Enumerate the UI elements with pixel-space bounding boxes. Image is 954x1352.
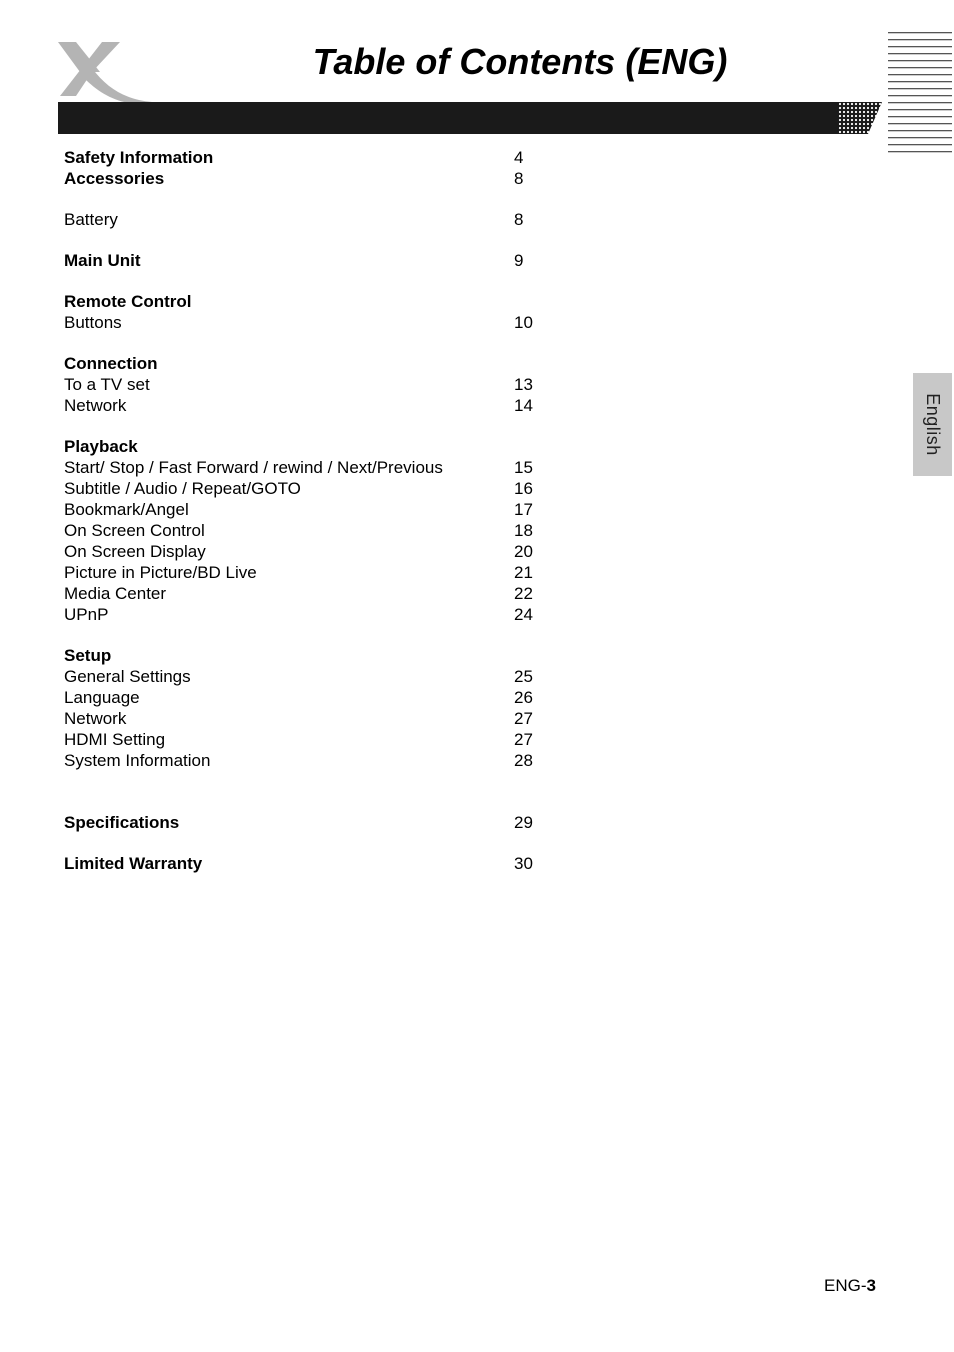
language-tab-label: English [923,393,944,456]
toc-entry-page: 10 [514,313,533,332]
page-title: Table of Contents (ENG) [312,41,728,82]
toc-entry-page: 21 [514,563,533,582]
toc-section-heading: Playback [64,437,138,456]
toc-entry-buttons[interactable] [64,312,564,333]
language-tab [913,373,952,476]
toc-entry-label: Network [64,396,127,415]
toc-section-connection [64,353,564,374]
table-of-contents [64,147,564,874]
dot-pattern-decoration [838,102,882,134]
header-bar [58,102,848,134]
toc-entry-on-screen-display[interactable] [64,541,564,562]
toc-entry-picture-in-picture[interactable] [64,562,564,583]
toc-entry-label: Picture in Picture/BD Live [64,563,257,582]
toc-entry-page: 25 [514,667,533,686]
toc-entry-setup-network[interactable] [64,708,564,729]
toc-entry-page: 16 [514,479,533,498]
toc-entry-main-unit[interactable] [64,250,564,271]
toc-entry-page: 27 [514,730,533,749]
toc-entry-label: Language [64,688,140,707]
toc-entry-page: 22 [514,584,533,603]
toc-entry-label: Bookmark/Angel [64,500,189,519]
toc-entry-page: 13 [514,375,533,394]
toc-entry-bookmark[interactable] [64,499,564,520]
toc-entry-label: Safety Information [64,148,214,167]
toc-entry-label: To a TV set [64,375,150,394]
toc-entry-page: 8 [514,210,524,229]
toc-section-playback [64,436,564,457]
toc-section-setup [64,645,564,666]
toc-entry-label: HDMI Setting [64,730,166,749]
toc-entry-page: 15 [514,458,533,477]
toc-entry-general-settings[interactable] [64,666,564,687]
toc-entry-page: 4 [514,148,524,167]
toc-entry-label: Start/ Stop / Fast Forward / rewind / Next/Previous [64,458,443,477]
toc-entry-label: Media Center [64,584,167,603]
toc-entry-page: 27 [514,709,533,728]
toc-entry-page: 30 [514,854,533,873]
toc-entry-page: 26 [514,688,533,707]
toc-entry-label: Subtitle / Audio / Repeat/GOTO [64,479,301,498]
toc-entry-page: 17 [514,500,533,519]
toc-entry-label: On Screen Display [64,542,206,561]
toc-entry-hdmi-setting[interactable] [64,729,564,750]
toc-section-heading: Connection [64,354,158,373]
toc-entry-page: 28 [514,751,533,770]
toc-entry-start-stop[interactable] [64,457,564,478]
toc-section-remote-control [64,291,564,312]
toc-entry-limited-warranty[interactable] [64,853,564,874]
toc-entry-connection-network[interactable] [64,395,564,416]
toc-entry-specifications[interactable] [64,812,564,833]
toc-entry-page: 8 [514,169,524,188]
toc-entry-accessories[interactable] [64,168,564,189]
page-number-value: 3 [866,1276,876,1295]
x-logo-icon [56,38,156,104]
toc-section-heading: Setup [64,646,112,665]
toc-entry-upnp[interactable] [64,604,564,625]
toc-entry-label: Network [64,709,127,728]
toc-entry-media-center[interactable] [64,583,564,604]
toc-entry-label: Battery [64,210,118,229]
toc-entry-system-information[interactable] [64,750,564,771]
toc-entry-label: Buttons [64,313,122,332]
page-number [824,1276,876,1296]
toc-entry-label: General Settings [64,667,191,686]
toc-entry-label: Accessories [64,169,165,188]
toc-entry-battery[interactable] [64,209,564,230]
toc-entry-page: 9 [514,251,524,270]
stripes-decoration [888,30,952,158]
toc-entry-on-screen-control[interactable] [64,520,564,541]
toc-entry-subtitle[interactable] [64,478,564,499]
toc-entry-label: Specifications [64,813,180,832]
toc-entry-page: 18 [514,521,533,540]
toc-entry-label: UPnP [64,605,109,624]
toc-entry-page: 20 [514,542,533,561]
toc-entry-page: 24 [514,605,533,624]
toc-entry-label: On Screen Control [64,521,205,540]
toc-entry-label: Main Unit [64,251,141,270]
toc-entry-language[interactable] [64,687,564,708]
page-number-prefix: ENG- [824,1276,867,1295]
toc-entry-label: System Information [64,751,211,770]
toc-entry-label: Limited Warranty [64,854,203,873]
toc-entry-safety[interactable] [64,147,564,168]
toc-entry-page: 29 [514,813,533,832]
toc-entry-page: 14 [514,396,533,415]
toc-entry-tv-set[interactable] [64,374,564,395]
toc-section-heading: Remote Control [64,292,192,311]
